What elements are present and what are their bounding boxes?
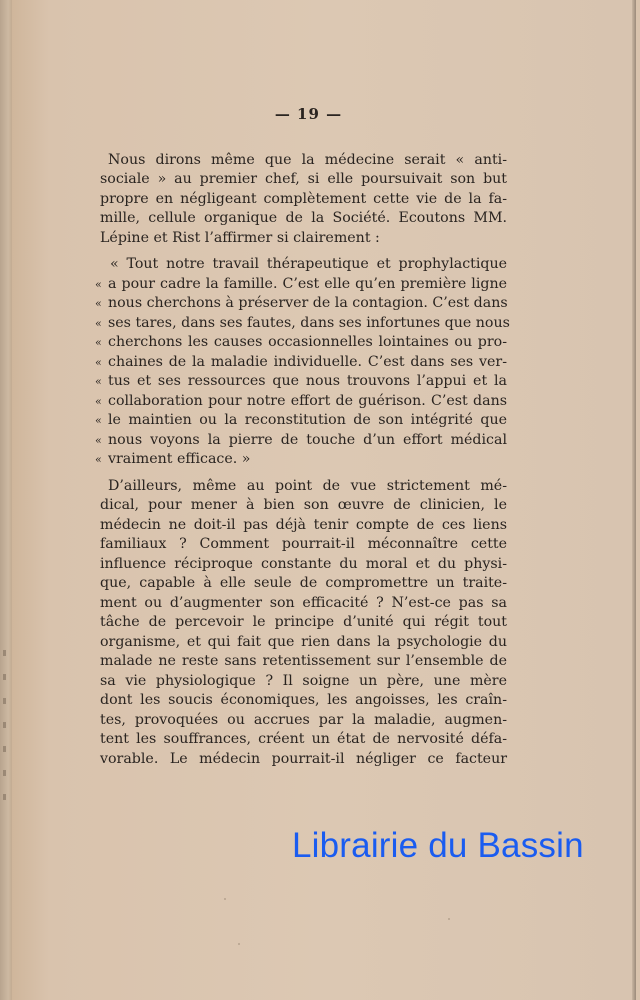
quote-line	[95, 372, 507, 392]
quote-text: le maintien ou la reconstitution de son intégrité que	[108, 412, 507, 428]
quote-line	[95, 255, 507, 275]
text-line: tâche de percevoir le principe d’unité qui régit tout	[100, 614, 507, 630]
text-line: vorable. Le médecin pourrait-il négliger ce facteur	[100, 750, 507, 767]
quote-line	[95, 431, 507, 451]
guillemet: «	[95, 316, 102, 330]
text-line: influence réciproque constante du moral et du physi-	[100, 555, 507, 572]
text-line: ment ou d’augmenter son efficacité ? N’est-ce pas sa	[100, 594, 507, 611]
text-line: malade ne reste sans retentissement sur l’ensemble de	[100, 653, 507, 669]
quote-line	[95, 353, 507, 373]
guillemet: «	[95, 433, 102, 447]
guillemet: «	[95, 336, 102, 349]
quote-text: a pour cadre la famille. C’est elle qu’en première ligne	[108, 275, 507, 292]
quote-text: collaboration pour notre effort de guérison. C’est dans	[108, 392, 507, 409]
quote-text: ses tares, dans ses fautes, dans ses infortunes que nous	[108, 314, 510, 331]
quote-line	[95, 392, 507, 412]
paper-speck	[238, 943, 240, 945]
quote-text: vraiment efficace. »	[108, 451, 251, 467]
text-line: Nous dirons même que la médecine serait « anti-	[108, 151, 507, 168]
text-line: familiaux ? Comment pourrait-il méconnaître cette	[100, 536, 507, 552]
paragraph-1	[100, 151, 507, 249]
guillemet: «	[95, 375, 102, 388]
quote-line	[95, 275, 507, 295]
quote-text: cherchons les causes occasionnelles lointaines ou pro-	[108, 334, 507, 350]
guillemet: «	[95, 414, 102, 427]
text-line: organisme, et qui fait que rien dans la psychologie du	[100, 633, 507, 650]
text-line: Lépine et Rist l’affirmer si clairement :	[100, 229, 380, 246]
guillemet: «	[95, 277, 102, 291]
text-line: dont les soucis économiques, les angoisses, les craîn-	[100, 692, 507, 708]
text-line: mille, cellule organique de la Société. Ecoutons MM.	[100, 210, 507, 226]
page-text	[95, 105, 510, 769]
text-line: tent les souffrances, créent un état de nervosité défa-	[100, 731, 507, 747]
quote-text: nous cherchons à préserver de la contagion. C’est dans	[108, 295, 508, 311]
paragraph-2	[100, 477, 507, 770]
quote-text: « Tout notre travail thérapeutique et prophylactique	[110, 256, 507, 272]
guillemet: «	[95, 297, 102, 310]
text-line: sociale » au premier chef, si elle poursuivait son but	[100, 171, 507, 187]
text-line: sa vie physiologique ? Il soigne un père, une mère	[100, 672, 507, 689]
guillemet: «	[95, 355, 102, 369]
paper-speck	[224, 898, 226, 900]
quote-line	[95, 333, 507, 353]
guillemet: «	[95, 453, 102, 466]
quote-line	[95, 411, 507, 431]
quote-text: nous voyons la pierre de touche d’un effort médical	[108, 431, 507, 448]
quote-line	[95, 294, 507, 314]
watermark-text: Librairie du Bassin	[292, 826, 584, 865]
adjacent-page-edge	[0, 0, 12, 1000]
text-line: propre en négligeant complètement cette vie de la fa-	[100, 190, 507, 207]
page-right-edge	[632, 0, 636, 1000]
text-line: dical, pour mener à bien son œuvre de clinicien, le	[100, 497, 507, 513]
guillemet: «	[95, 394, 102, 408]
quote-line	[95, 314, 510, 334]
text-line: tes, provoquées ou accrues par la maladie, augmen-	[100, 711, 507, 728]
quote-text: tus et ses ressources que nous trouvons l’appui et la	[108, 373, 507, 389]
text-line: que, capable à elle seule de compromettre un traite-	[100, 575, 507, 591]
text-line: médecin ne doit-il pas déjà tenir compte de ces liens	[100, 516, 507, 533]
page-number: — 19 —	[274, 105, 343, 123]
quote-text: chaines de la maladie individuelle. C’est dans ses ver-	[108, 353, 507, 370]
adjacent-page-text-fragments	[2, 650, 10, 820]
block-quote	[95, 255, 510, 470]
quote-line	[95, 450, 507, 470]
text-line: D’ailleurs, même au point de vue strictement mé-	[108, 477, 507, 494]
paper-speck	[448, 918, 450, 920]
